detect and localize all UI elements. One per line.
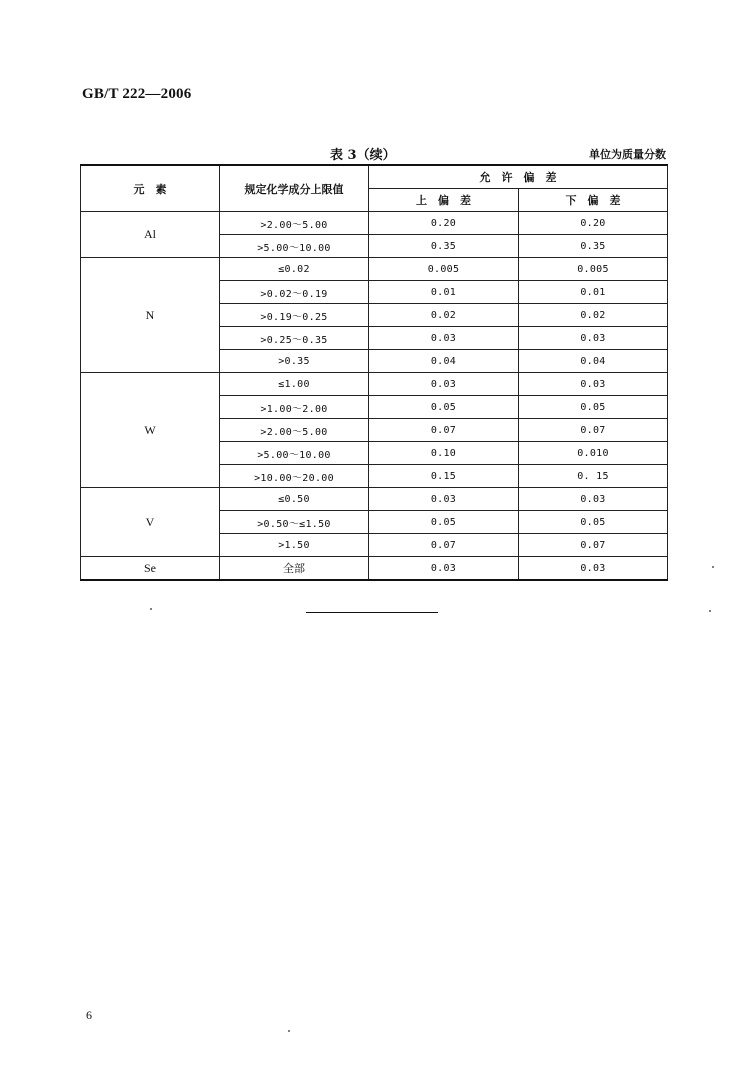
- table-body: [81, 212, 668, 581]
- header-limit: 规定化学成分上限值: [220, 165, 369, 212]
- limit-cell: ≤1.00: [220, 373, 369, 396]
- limit-cell: >2.00～5.00: [220, 212, 369, 235]
- table-row: [81, 212, 668, 235]
- table-row: [81, 557, 668, 581]
- upper-deviation-cell: 0.05: [369, 511, 519, 534]
- scan-speck: [712, 566, 714, 568]
- table-unit: 单位为质量分数: [589, 148, 666, 161]
- upper-deviation-cell: 0.07: [369, 534, 519, 557]
- element-cell: Se: [81, 557, 220, 581]
- scan-speck: [709, 610, 711, 612]
- element-cell: W: [81, 373, 220, 488]
- lower-deviation-cell: 0.03: [519, 327, 668, 350]
- scan-speck: [288, 1030, 290, 1032]
- upper-deviation-cell: 0.15: [369, 465, 519, 488]
- limit-cell: >0.19～0.25: [220, 304, 369, 327]
- table-row: [81, 488, 668, 511]
- lower-deviation-cell: 0.07: [519, 534, 668, 557]
- element-cell: Al: [81, 212, 220, 258]
- limit-cell: >10.00～20.00: [220, 465, 369, 488]
- lower-deviation-cell: 0.05: [519, 396, 668, 419]
- upper-deviation-cell: 0.05: [369, 396, 519, 419]
- upper-deviation-cell: 0.03: [369, 488, 519, 511]
- lower-deviation-cell: 0.03: [519, 373, 668, 396]
- upper-deviation-cell: 0.01: [369, 281, 519, 304]
- table-caption: 表 3（续）: [330, 148, 396, 163]
- lower-deviation-cell: 0.005: [519, 258, 668, 281]
- standard-code: GB/T 222—2006: [82, 86, 192, 102]
- element-cell: N: [81, 258, 220, 373]
- upper-deviation-cell: 0.07: [369, 419, 519, 442]
- lower-deviation-cell: 0.05: [519, 511, 668, 534]
- end-rule: [306, 612, 438, 613]
- page-number: 6: [86, 1008, 92, 1022]
- header-tolerance: 允 许 偏 差: [369, 165, 668, 189]
- upper-deviation-cell: 0.35: [369, 235, 519, 258]
- upper-deviation-cell: 0.20: [369, 212, 519, 235]
- upper-deviation-cell: 0.005: [369, 258, 519, 281]
- lower-deviation-cell: 0.01: [519, 281, 668, 304]
- limit-cell: >2.00～5.00: [220, 419, 369, 442]
- lower-deviation-cell: 0.03: [519, 488, 668, 511]
- upper-deviation-cell: 0.04: [369, 350, 519, 373]
- limit-cell: >0.25～0.35: [220, 327, 369, 350]
- limit-cell: >5.00～10.00: [220, 442, 369, 465]
- limit-cell: ≤0.02: [220, 258, 369, 281]
- table-row: [81, 258, 668, 281]
- lower-deviation-cell: 0.04: [519, 350, 668, 373]
- limit-cell: ≤0.50: [220, 488, 369, 511]
- limit-cell: >1.00～2.00: [220, 396, 369, 419]
- limit-cell: 全部: [220, 557, 369, 581]
- upper-deviation-cell: 0.03: [369, 557, 519, 581]
- lower-deviation-cell: 0.35: [519, 235, 668, 258]
- lower-deviation-cell: 0.010: [519, 442, 668, 465]
- lower-deviation-cell: 0.02: [519, 304, 668, 327]
- limit-cell: >0.35: [220, 350, 369, 373]
- upper-deviation-cell: 0.10: [369, 442, 519, 465]
- lower-deviation-cell: 0. 15: [519, 465, 668, 488]
- scan-speck: [150, 608, 152, 610]
- lower-deviation-cell: 0.20: [519, 212, 668, 235]
- upper-deviation-cell: 0.03: [369, 373, 519, 396]
- lower-deviation-cell: 0.07: [519, 419, 668, 442]
- upper-deviation-cell: 0.03: [369, 327, 519, 350]
- limit-cell: >1.50: [220, 534, 369, 557]
- tolerance-table: [80, 164, 668, 581]
- header-upper: 上 偏 差: [369, 189, 519, 212]
- upper-deviation-cell: 0.02: [369, 304, 519, 327]
- limit-cell: >0.02～0.19: [220, 281, 369, 304]
- header-element: 元 素: [81, 165, 220, 212]
- limit-cell: >0.50～≤1.50: [220, 511, 369, 534]
- limit-cell: >5.00～10.00: [220, 235, 369, 258]
- lower-deviation-cell: 0.03: [519, 557, 668, 581]
- header-lower: 下 偏 差: [519, 189, 668, 212]
- table-row: [81, 373, 668, 396]
- element-cell: V: [81, 488, 220, 557]
